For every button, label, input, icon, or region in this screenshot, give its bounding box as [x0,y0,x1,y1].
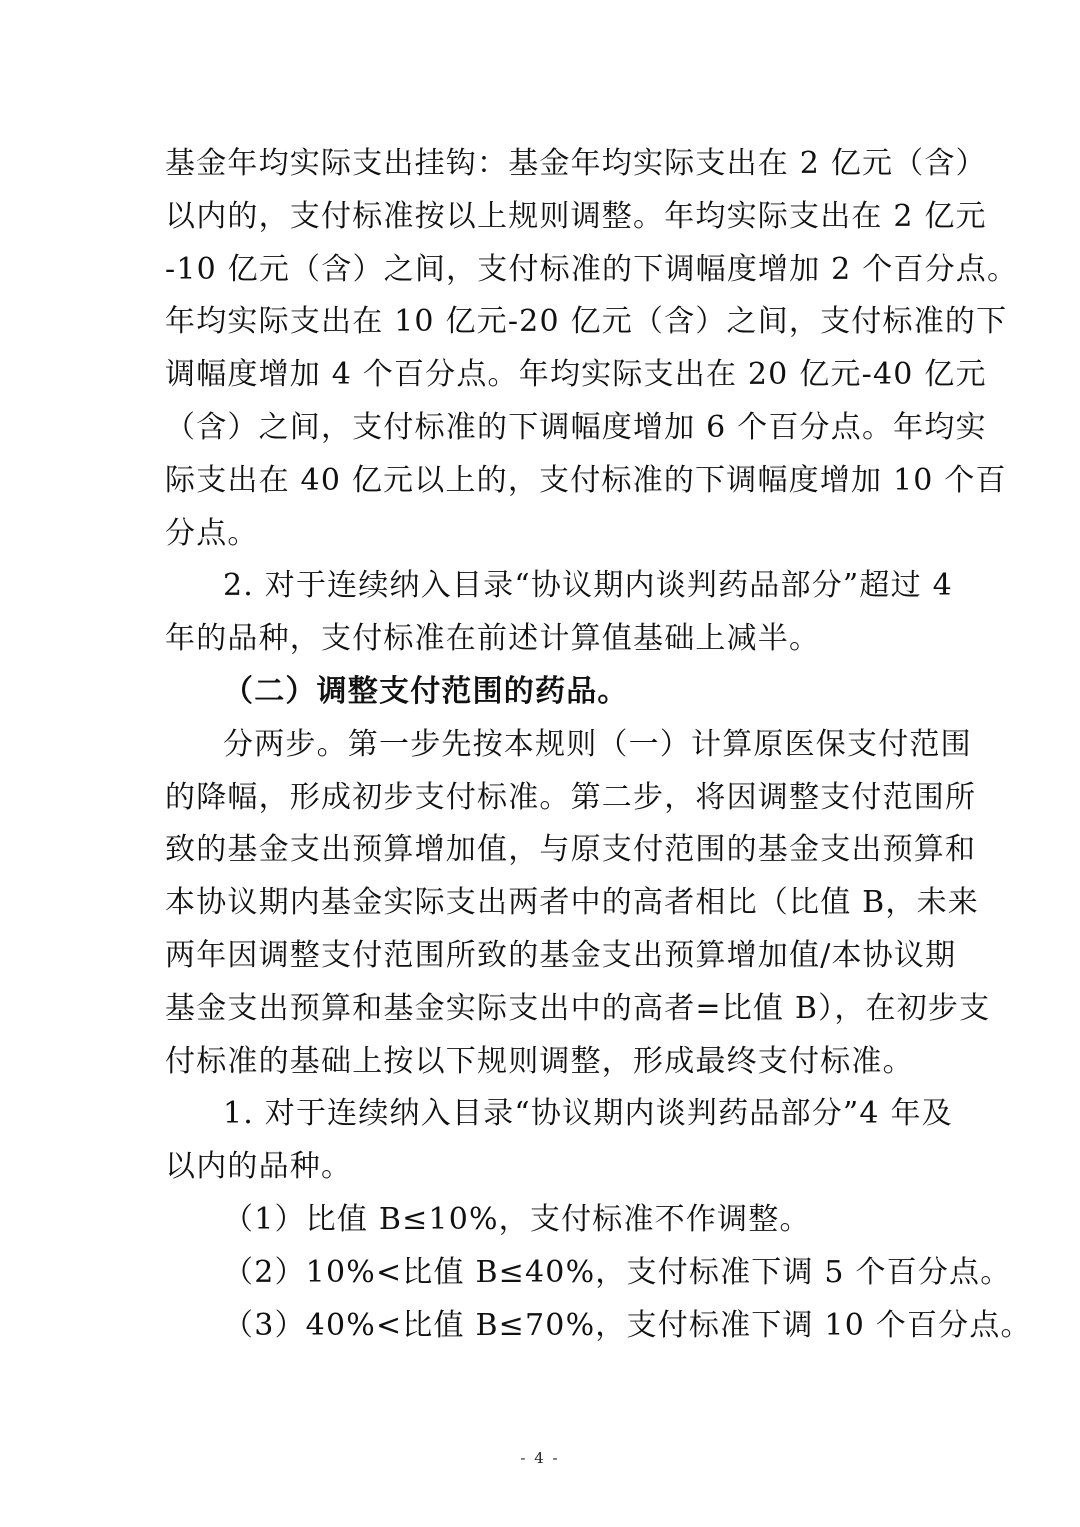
paragraph-line: 分点。 [165,515,259,551]
paragraph-line: -10 亿元（含）之间，支付标准的下调幅度增加 2 个百分点。 [165,251,1019,287]
paragraph-line: 际支出在 40 亿元以上的，支付标准的下调幅度增加 10 个百 [165,462,1007,498]
paragraph-line: 年均实际支出在 10 亿元-20 亿元（含）之间，支付标准的下 [165,304,1008,340]
list-item-line: 1. 对于连续纳入目录“协议期内谈判药品部分”4 年及 [223,1096,953,1132]
paragraph-line: 以内的，支付标准按以上规则调整。年均实际支出在 2 亿元 [165,198,987,234]
paragraph-line: 付标准的基础上按以下规则调整，形成最终支付标准。 [165,1043,914,1079]
paragraph-line: 以内的品种。 [165,1149,353,1185]
paragraph-line: （含）之间，支付标准的下调幅度增加 6 个百分点。年均实 [165,409,987,445]
paragraph-line: 本协议期内基金实际支出两者中的高者相比（比值 B，未来 [165,885,979,921]
list-item-line: 2. 对于连续纳入目录“协议期内谈判药品部分”超过 4 [223,568,953,604]
paragraph-line: 基金支出预算和基金实际支出中的高者=比值 B），在初步支 [165,990,991,1026]
document-body [165,138,1032,1352]
list-item-line: （3）40%<比值 B≤70%，支付标准下调 10 个百分点。 [223,1307,1032,1343]
page-number: - 4 - [520,1449,560,1467]
list-item-line: （1）比值 B≤10%，支付标准不作调整。 [223,1201,811,1237]
paragraph-line: 的降幅，形成初步支付标准。第二步，将因调整支付范围所 [165,779,977,815]
list-item-line: （2）10%<比值 B≤40%，支付标准下调 5 个百分点。 [223,1254,1012,1290]
paragraph-line: 两年因调整支付范围所致的基金支出预算增加值/本协议期 [165,937,957,973]
section-heading: （二）调整支付范围的药品。 [223,673,629,709]
paragraph-line: 调幅度增加 4 个百分点。年均实际支出在 20 亿元-40 亿元 [165,357,987,393]
paragraph-line: 基金年均实际支出挂钩：基金年均实际支出在 2 亿元（含） [165,146,987,181]
paragraph-line: 年的品种，支付标准在前述计算值基础上减半。 [165,621,821,657]
paragraph-line: 致的基金支出预算增加值，与原支付范围的基金支出预算和 [165,832,977,868]
paragraph-line: 分两步。第一步先按本规则（一）计算原医保支付范围 [223,726,972,762]
